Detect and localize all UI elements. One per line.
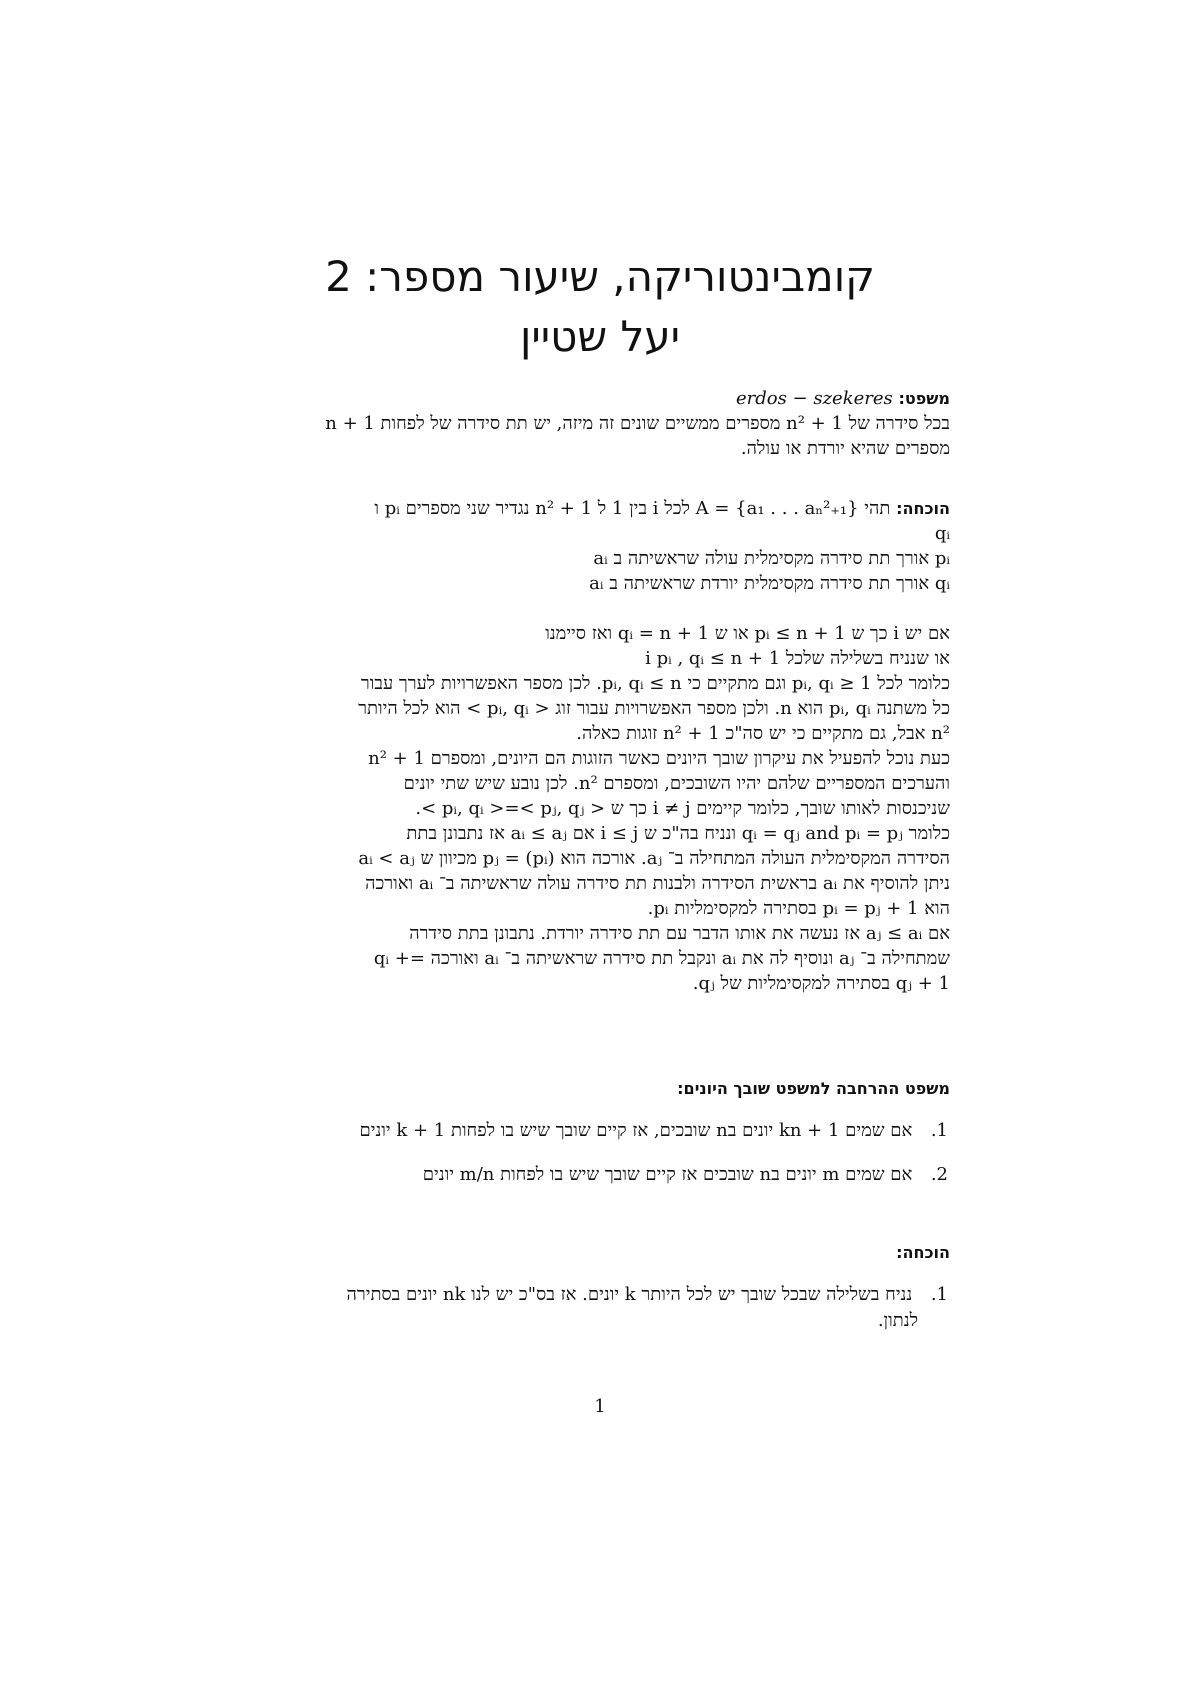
proof-line: הוא pᵢ = pⱼ + 1 בסתירה למקסימליות pᵢ. — [647, 898, 950, 919]
list-number: 1. — [930, 1120, 948, 1141]
proof-line: כל משתנה pᵢ, qᵢ הוא n. ולכן מספר האפשרויות עבור זוג < pᵢ, qᵢ > הוא לכל היותר — [358, 698, 950, 719]
theorem-block — [252, 386, 950, 461]
list-item — [250, 1282, 948, 1308]
proof-line: n² אבל, גם מתקיים כי יש סה"כ n² + 1 זוגות כאלה. — [576, 723, 950, 744]
extension-header — [252, 1076, 950, 1101]
proof-intro: תהי A = {a₁ . . . aₙ²₊₁} לכל i בין 1 ל n² + 1 נגדיר שני מספרים pᵢ ו — [374, 498, 891, 519]
proof-intro-line — [252, 496, 950, 521]
theorem-name: erdos − szekeres — [735, 388, 893, 409]
list-text: לנתון. — [877, 1310, 918, 1331]
proof-line: הסידרה המקסימלית העולה המתחילה ב־ aⱼ. אורכה הוא pⱼ = (pᵢ) מכיוון ש aᵢ < aⱼ — [358, 848, 950, 869]
author-name: יעל שטיין — [519, 312, 681, 361]
proof-line: כלומר לכל 1 ≤ pᵢ, qᵢ וגם מתקיים כי pᵢ, qᵢ ≤ n. לכן מספר האפשרויות לערך עבור — [360, 673, 950, 694]
page-number: 1 — [594, 1396, 606, 1417]
list-item-continuation — [250, 1308, 948, 1334]
list-item — [268, 1162, 948, 1188]
extension-label: משפט ההרחבה למשפט שובך היונים: — [677, 1079, 950, 1098]
list-text: אם שמים m יונים בn שובכים אז קיים שובך שיש בו לפחות m/n יונים — [422, 1164, 913, 1185]
proof-line: כעת נוכל להפעיל את עיקרון שובך היונים כאשר הזוגות הם היונים, ומספרם n² + 1 — [368, 748, 950, 769]
list-text: נניח בשלילה שבכל שובך יש לכל היותר k יונים. אז בס"כ יש לנו nk יונים בסתירה — [346, 1284, 913, 1305]
proof-blank-line — [252, 596, 950, 621]
proof-line: כלומר qᵢ = qⱼ and pᵢ = pⱼ ונניח בה"כ ש i ≤ j אם aᵢ ≤ aⱼ אז נתבונן בתת — [406, 823, 950, 844]
proof2-header — [252, 1240, 950, 1265]
list-number: 1. — [930, 1284, 948, 1305]
proof-line: או שנניח בשלילה שלכל i pᵢ , qᵢ ≤ n + 1 — [645, 648, 950, 669]
proof-line: qᵢ — [934, 523, 950, 544]
proof-line: אם יש i כך ש pᵢ ≤ n + 1 או ש qᵢ = n + 1 ואז סיימנו — [545, 623, 950, 644]
document-title: קומבינטוריקה, שיעור מספר: 2 — [325, 252, 875, 301]
list-number: 2. — [930, 1164, 948, 1185]
theorem-label: משפט: — [898, 389, 950, 408]
proof-line: qⱼ + 1 בסתירה למקסימליות של qⱼ. — [692, 973, 950, 994]
extension-list — [268, 1118, 948, 1188]
proof-line: שמתחילה ב־ aⱼ ונוסיף לה את aᵢ ונקבל תת סידרה שראשיתה ב־ aᵢ ואורכה =+ qᵢ — [373, 948, 950, 969]
proof2-list — [250, 1282, 948, 1334]
proof-line: והערכים המספריים שלהם יהיו השובכים, ומספרם n². לכן נובע שיש שתי יונים — [403, 773, 950, 794]
list-item — [268, 1118, 948, 1144]
list-text: אם שמים kn + 1 יונים בn שובכים, אז קיים שובך שיש בו לפחות k + 1 יונים — [359, 1120, 913, 1141]
proof-label: הוכחה: — [896, 499, 950, 518]
theorem-line: מספרים שהיא יורדת או עולה. — [740, 438, 950, 459]
theorem-line: בכל סידרה של n² + 1 מספרים ממשיים שונים זה מיזה, יש תת סידרה של לפחות n + 1 — [325, 413, 950, 434]
proof-line: ניתן להוסיף את aᵢ בראשית הסידרה ולבנות תת סידרה עולה שראשיתה ב־ aᵢ ואורכה — [365, 873, 950, 894]
proof2-label: הוכחה: — [896, 1243, 950, 1262]
proof-line: pᵢ אורך תת סידרה מקסימלית עולה שראשיתה ב aᵢ — [593, 548, 950, 569]
proof-line: שניכנסות לאותו שובך, כלומר קיימים i ≠ j כך ש < pᵢ, qᵢ >=< pⱼ, qⱼ >. — [415, 798, 950, 819]
proof-line: אם aⱼ ≤ aᵢ אז נעשה את אותו הדבר עם תת סידרה יורדת. נתבונן בתת סידרה — [409, 923, 950, 944]
theorem-header — [252, 386, 950, 411]
proof-block — [252, 496, 950, 996]
proof-line: qᵢ אורך תת סידרה מקסימלית יורדת שראשיתה ב aᵢ — [589, 573, 950, 594]
